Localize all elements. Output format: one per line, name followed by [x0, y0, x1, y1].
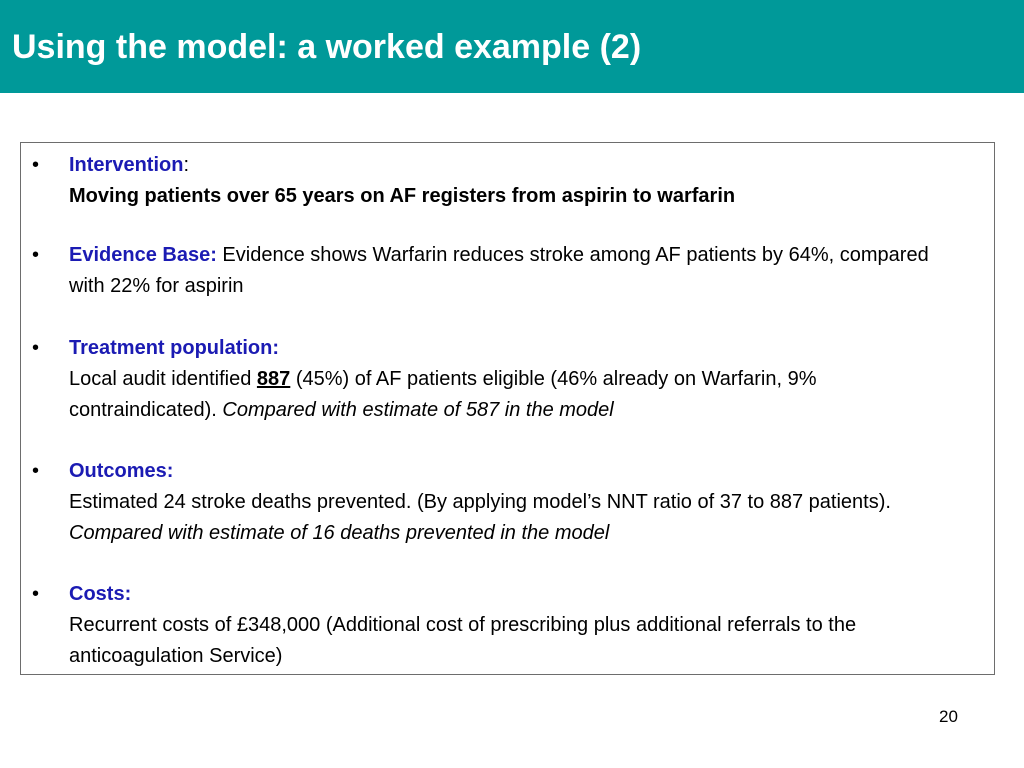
bullet-glyph: • — [32, 244, 40, 266]
population-number: 887 — [256, 368, 291, 390]
content-box — [20, 142, 995, 675]
bullet-glyph: • — [32, 460, 40, 482]
bullet-glyph: • — [32, 337, 40, 359]
costs-label: Costs: — [69, 583, 132, 605]
intervention-label: Intervention — [69, 154, 184, 176]
population-line-rest: (45%) of AF patients eligible (46% already on Warfarin, 9% contraindicated). — [69, 368, 817, 421]
bullet-evidence-text — [69, 240, 969, 302]
population-comparison: Compared with estimate of 587 in the model — [222, 399, 614, 421]
outcomes-body: Estimated 24 stroke deaths prevented. (By applying model’s NNT ratio of 37 to 887 patients). — [69, 491, 891, 513]
bullet-costs-text — [69, 579, 969, 672]
bullet-outcomes-text — [69, 456, 969, 549]
intervention-body: Moving patients over 65 years on AF registers from aspirin to warfarin — [69, 185, 736, 207]
bullet-glyph: • — [32, 154, 40, 176]
population-line-start: Local audit identified — [69, 368, 257, 390]
evidence-label: Evidence Base: — [69, 244, 217, 266]
bullet-population-text — [69, 333, 969, 426]
outcomes-comparison: Compared with estimate of 16 deaths prevented in the model — [69, 522, 610, 544]
bullet-intervention-text — [69, 150, 969, 212]
bullet-glyph: • — [32, 583, 40, 605]
costs-body: Recurrent costs of £348,000 (Additional cost of prescribing plus additional referrals to the anticoagulation Service) — [69, 614, 857, 667]
outcomes-label: Outcomes: — [69, 460, 174, 482]
evidence-body: Evidence shows Warfarin reduces stroke among AF patients by 64%, compared with 22% for aspirin — [69, 244, 929, 297]
population-label: Treatment population: — [69, 337, 279, 359]
intervention-colon: : — [183, 154, 190, 176]
title-bar — [0, 0, 1024, 93]
page-number: 20 — [939, 707, 958, 726]
slide-title: Using the model: a worked example (2) — [12, 28, 642, 66]
